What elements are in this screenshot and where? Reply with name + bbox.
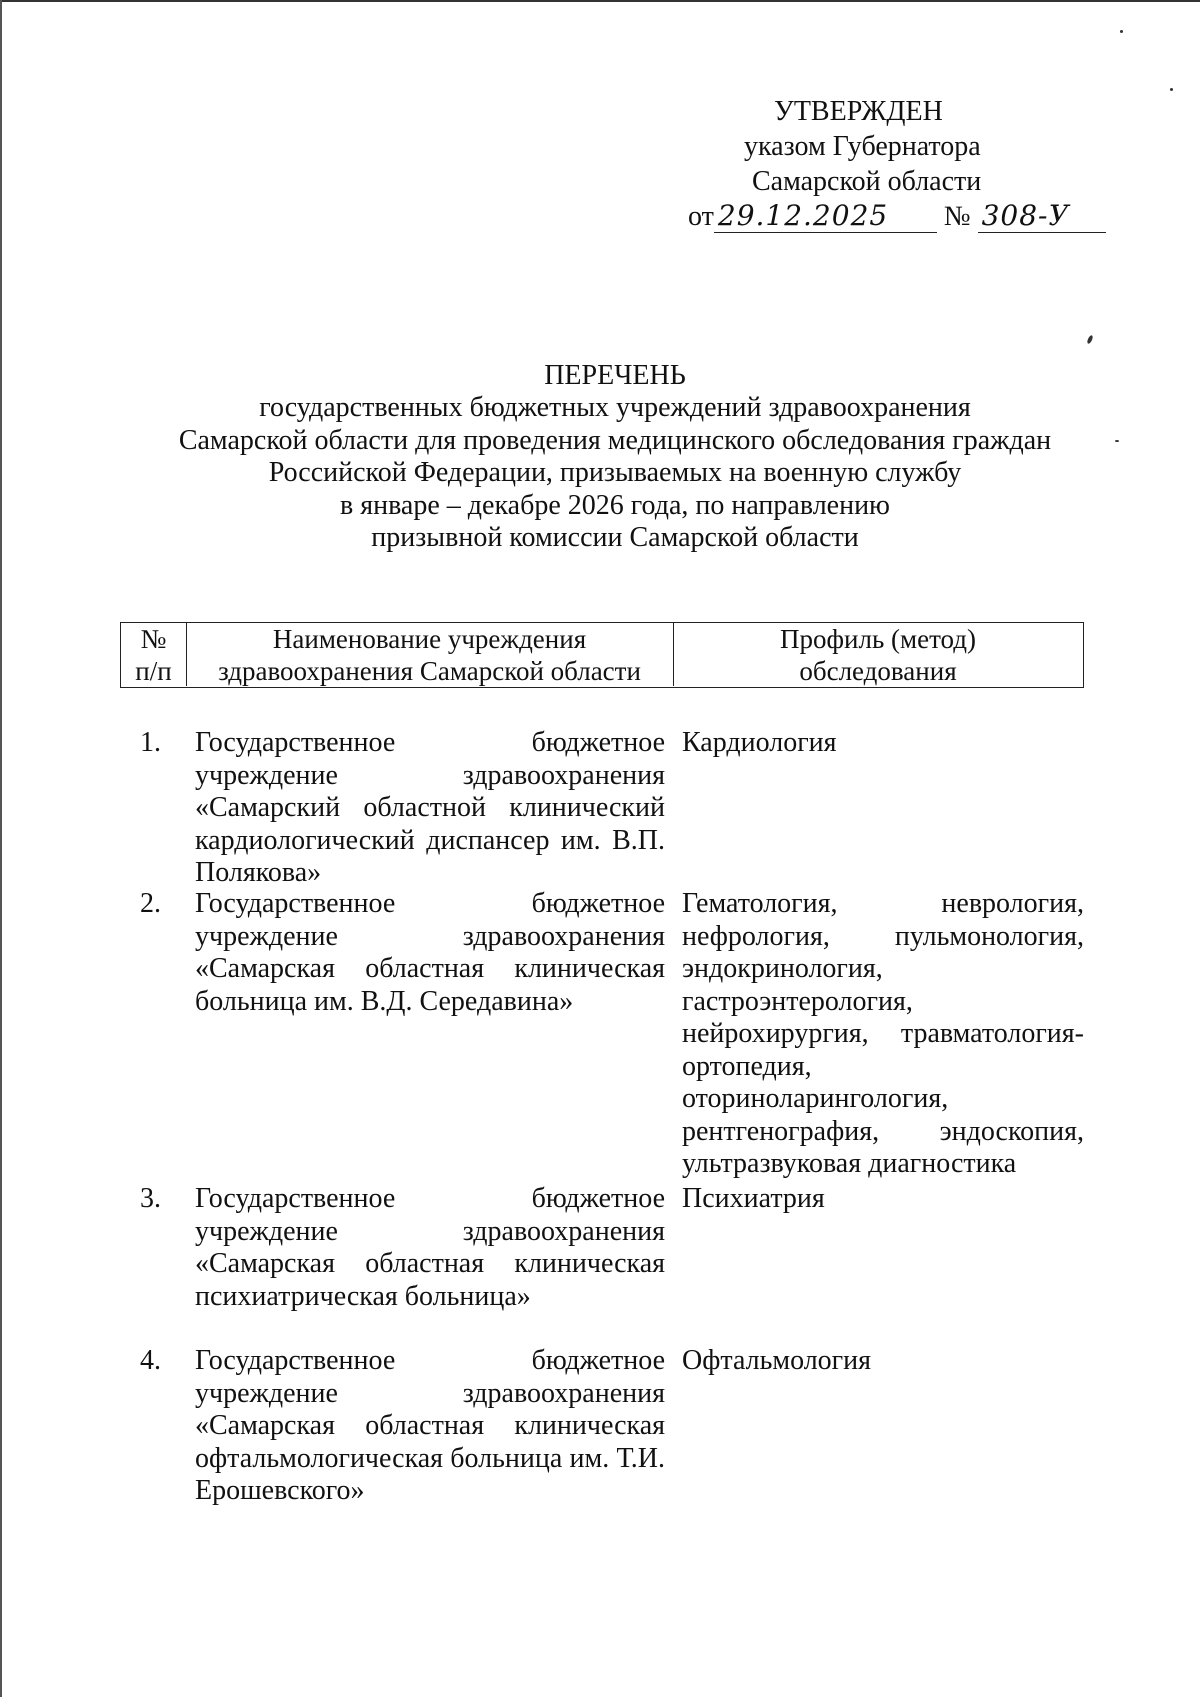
header-name-line1: Наименование учреждения [272,624,587,654]
examination-profile: Кардиология [682,727,837,758]
approval-region: Самарской области [752,166,982,197]
title-line: Самарской области для проведения медицинского обследования граждан [178,424,1052,456]
scan-speck [1120,30,1123,33]
header-number-cell [121,623,187,686]
institution-name: Государственное бюджетное учреждение здравоохранения «Самарская областная клиническая больница им. В.Д. Середавина» [195,888,665,1017]
scan-edge-left [0,0,2,1697]
institution-name: Государственное бюджетное учреждение здравоохранения «Самарская областная клиническая офтальмологическая больница им. Т.И. Ерошевского» [195,1345,665,1506]
document-heading: ПЕРЕЧЕНЬ [544,360,686,391]
header-number-line2: п/п [135,656,172,686]
table-header [120,622,1084,688]
header-number-line1: № [140,624,167,654]
header-profile-line1: Профиль (метод) [780,624,976,654]
date-prefix: от [688,201,714,232]
examination-profile: Офтальмология [682,1345,872,1376]
scan-speck [1086,335,1093,345]
header-name-cell [186,623,674,686]
handwritten-date: 29.12.2025 [714,200,937,233]
scan-edge-top [0,0,1200,2]
row-number: 4. [140,1345,161,1376]
examination-profile: Психиатрия [682,1183,825,1214]
document-title-block [120,360,1110,555]
title-line: Российской Федерации, призываемых на военную службу [268,457,962,488]
row-number: 3. [140,1183,161,1214]
approval-date-number [688,200,1106,233]
scan-speck [1170,88,1173,91]
row-number: 2. [140,888,161,919]
header-profile-cell [673,623,1083,686]
scan-speck [1115,440,1119,442]
header-profile-line2: обследования [799,656,957,686]
approval-decree: указом Губернатора [744,131,981,162]
approval-title: УТВЕРЖДЕН [774,96,943,127]
row-number: 1. [140,727,161,758]
title-line: призывной комиссии Самарской области [371,522,859,553]
examination-profile: Гематология, неврология, нефрология, пульмонология, эндокринология, гастроэнтерология, нейрохирургия, травматология-ортопедия, оториноларингология, рентгенография, эндоскопия, ультразвуковая диагностика [682,888,1084,1179]
number-prefix: № [943,201,971,232]
institution-name: Государственное бюджетное учреждение здравоохранения «Самарский областной клинический кардиологический диспансер им. В.П. Полякова» [195,727,665,888]
header-name-line2: здравоохранения Самарской области [218,656,641,686]
title-line: государственных бюджетных учреждений здравоохранения [259,392,971,423]
handwritten-number: 308-У [978,200,1106,233]
title-line: в январе – декабре 2026 года, по направлению [340,489,890,521]
institution-name: Государственное бюджетное учреждение здравоохранения «Самарская областная клиническая психиатрическая больница» [195,1183,665,1312]
